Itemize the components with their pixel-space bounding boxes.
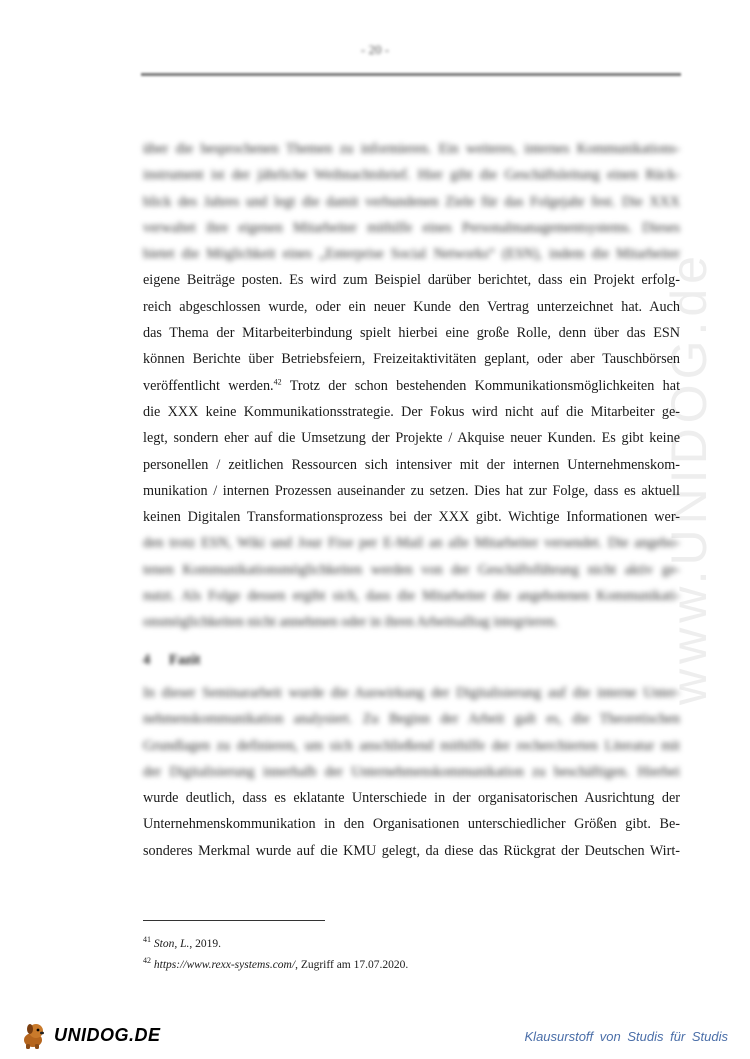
line-text: veröffentlicht werden. [143, 377, 274, 394]
footnote-item [143, 955, 408, 976]
line-text: sonderes Merkmal wurde auf die KMU gelegt, da diese das Rückgrat der Deutschen Wirt- [143, 842, 680, 859]
text-line [143, 530, 680, 556]
text-line [143, 215, 680, 241]
text-line [143, 759, 680, 785]
logo-text: UNIDOG.DE [54, 1024, 161, 1045]
text-line [143, 425, 680, 451]
footnote-item [143, 934, 408, 955]
line-text: Unternehmenskommunikation in den Organisationen unterschiedlicher Größen gibt. Be- [143, 816, 680, 833]
text-line [143, 504, 680, 530]
line-text: bietet die Möglichkeit eines „Enterprise Social Networks“ (ESN), indem die Mitarbeiter [143, 246, 680, 263]
text-line [143, 478, 680, 504]
line-text: über die besprochenen Themen zu informieren. Ein weiteres, internes Kommunikations- [143, 141, 680, 157]
footnote-separator [143, 920, 325, 921]
body-paragraph-1 [143, 136, 680, 636]
line-text: Grundlagen zu definieren, um sich anschließend mithilfe der recherchierten Literatur mit [143, 737, 680, 754]
footnote-number: 42 [143, 956, 151, 966]
body-paragraph-2 [143, 680, 680, 864]
text-line [143, 706, 680, 732]
text-line [143, 399, 680, 425]
text-line [143, 136, 680, 162]
footnote-text: , 2019. [189, 938, 221, 950]
watermark-text: www.UNIDOG.de [661, 251, 717, 705]
text-line [143, 241, 680, 267]
text-line [143, 583, 680, 609]
line-text: reich abgeschlossen wurde, oder ein neuer Kunde den Vertrag unterzeichnet hat. Auch [143, 298, 680, 315]
line-text: verwaltet ihre eigenen Mitarbeiter mithilfe eines Personalmanagementsystems. Dieses [143, 219, 680, 236]
footer-tagline: Klausurstoff von Studis für Studis [524, 1029, 728, 1044]
footnote-source: Ston, L. [153, 938, 190, 950]
line-text: legt, sondern eher auf die Umsetzung der Projekte / Akquise neuer Kunden. Es gibt keine [143, 430, 680, 447]
line-text: den trotz ESN, Wiki und Jour Fixe per E-Mail an alle Mitarbeiter versendet. Die angebo- [143, 535, 680, 552]
section-heading [143, 652, 200, 669]
text-line [143, 785, 680, 811]
line-text: eigene Beiträge posten. Es wird zum Beispiel darüber berichtet, dass ein Projekt erfolg- [143, 272, 680, 289]
text-line [143, 294, 680, 320]
line-text: wurde deutlich, dass es eklatante Unterschiede in der organisatorischen Ausrichtung der [143, 790, 680, 807]
line-text: nehmenskommunikation analysiert. Zu Beginn der Arbeit galt es, die Theoretischen [143, 711, 680, 728]
section-number: 4 [143, 652, 151, 668]
text-line [143, 811, 680, 837]
line-text-continued: Trotz der schon bestehenden Kommunikationsmöglichkeiten hat [281, 377, 680, 394]
text-line [143, 162, 680, 188]
text-line [143, 452, 680, 478]
text-line [143, 733, 680, 759]
line-text: keinen Digitalen Transformationsprozess bei der XXX gibt. Wichtige Informationen wer- [143, 509, 680, 526]
text-line [143, 373, 680, 399]
line-text: In dieser Seminararbeit wurde die Auswirkung der Digitalisierung auf die interne Unter- [143, 685, 680, 701]
footnote-number: 41 [143, 935, 151, 945]
footnote-link[interactable]: https://www.rexx-systems.com/ [153, 959, 296, 971]
line-text: blick des Jahres und legt die damit verbundenen Ziele für das Folgejahr fest. Die XXX [143, 193, 680, 210]
footnote-text: , Zugriff am 17.07.2020. [295, 959, 409, 971]
text-line [143, 346, 680, 372]
text-line [143, 609, 680, 635]
line-text: nutzt. Als Folge dessen ergibt sich, dass die Mitarbeiter die angebotenen Kommunikati- [143, 588, 680, 605]
line-text: können Berichte über Betriebsfeiern, Freizeitaktivitäten geplant, oder aber Tauschbörsen [143, 351, 680, 368]
section-title: Fazit [169, 652, 201, 668]
line-text: munikation / internen Prozessen auseinander zu setzen. Dies hat zur Folge, dass es aktuell [143, 482, 680, 499]
text-line [143, 267, 680, 293]
footnote-reference[interactable]: 42 [273, 376, 282, 386]
text-line [143, 320, 680, 346]
unidog-logo[interactable] [20, 1018, 161, 1052]
text-line [143, 838, 680, 864]
footnotes [143, 934, 408, 976]
text-line [143, 189, 680, 215]
line-text: personellen / zeitlichen Ressourcen sich intensiver mit der internen Unternehmenskom- [143, 456, 680, 473]
line-text: der Digitalisierung innerhalb der Unternehmenskommunikation zu beschäftigen. Hierbei [143, 763, 680, 780]
header-rule [141, 73, 681, 76]
line-text: onsmöglichkeiten nicht annehmen oder in ihren Arbeitsalltag integrieren. [143, 614, 559, 631]
dog-mascot-icon [20, 1020, 50, 1050]
page-number: - 20 - [360, 42, 390, 57]
line-text: das Thema der Mitarbeiterbindung spielt hierbei eine große Rolle, denn über das ESN [143, 325, 680, 342]
line-text: die XXX keine Kommunikationsstrategie. Der Fokus wird nicht auf die Mitarbeiter ge- [143, 403, 680, 420]
line-text: tenen Kommunikationsmöglichkeiten werden von der Geschäftsführung nicht aktiv ge- [143, 561, 680, 578]
text-line [143, 557, 680, 583]
line-text: instrument ist der jährliche Weihnachtsbrief. Hier gibt die Geschäftsleitung einen Rück- [143, 167, 680, 184]
text-line [143, 680, 680, 706]
